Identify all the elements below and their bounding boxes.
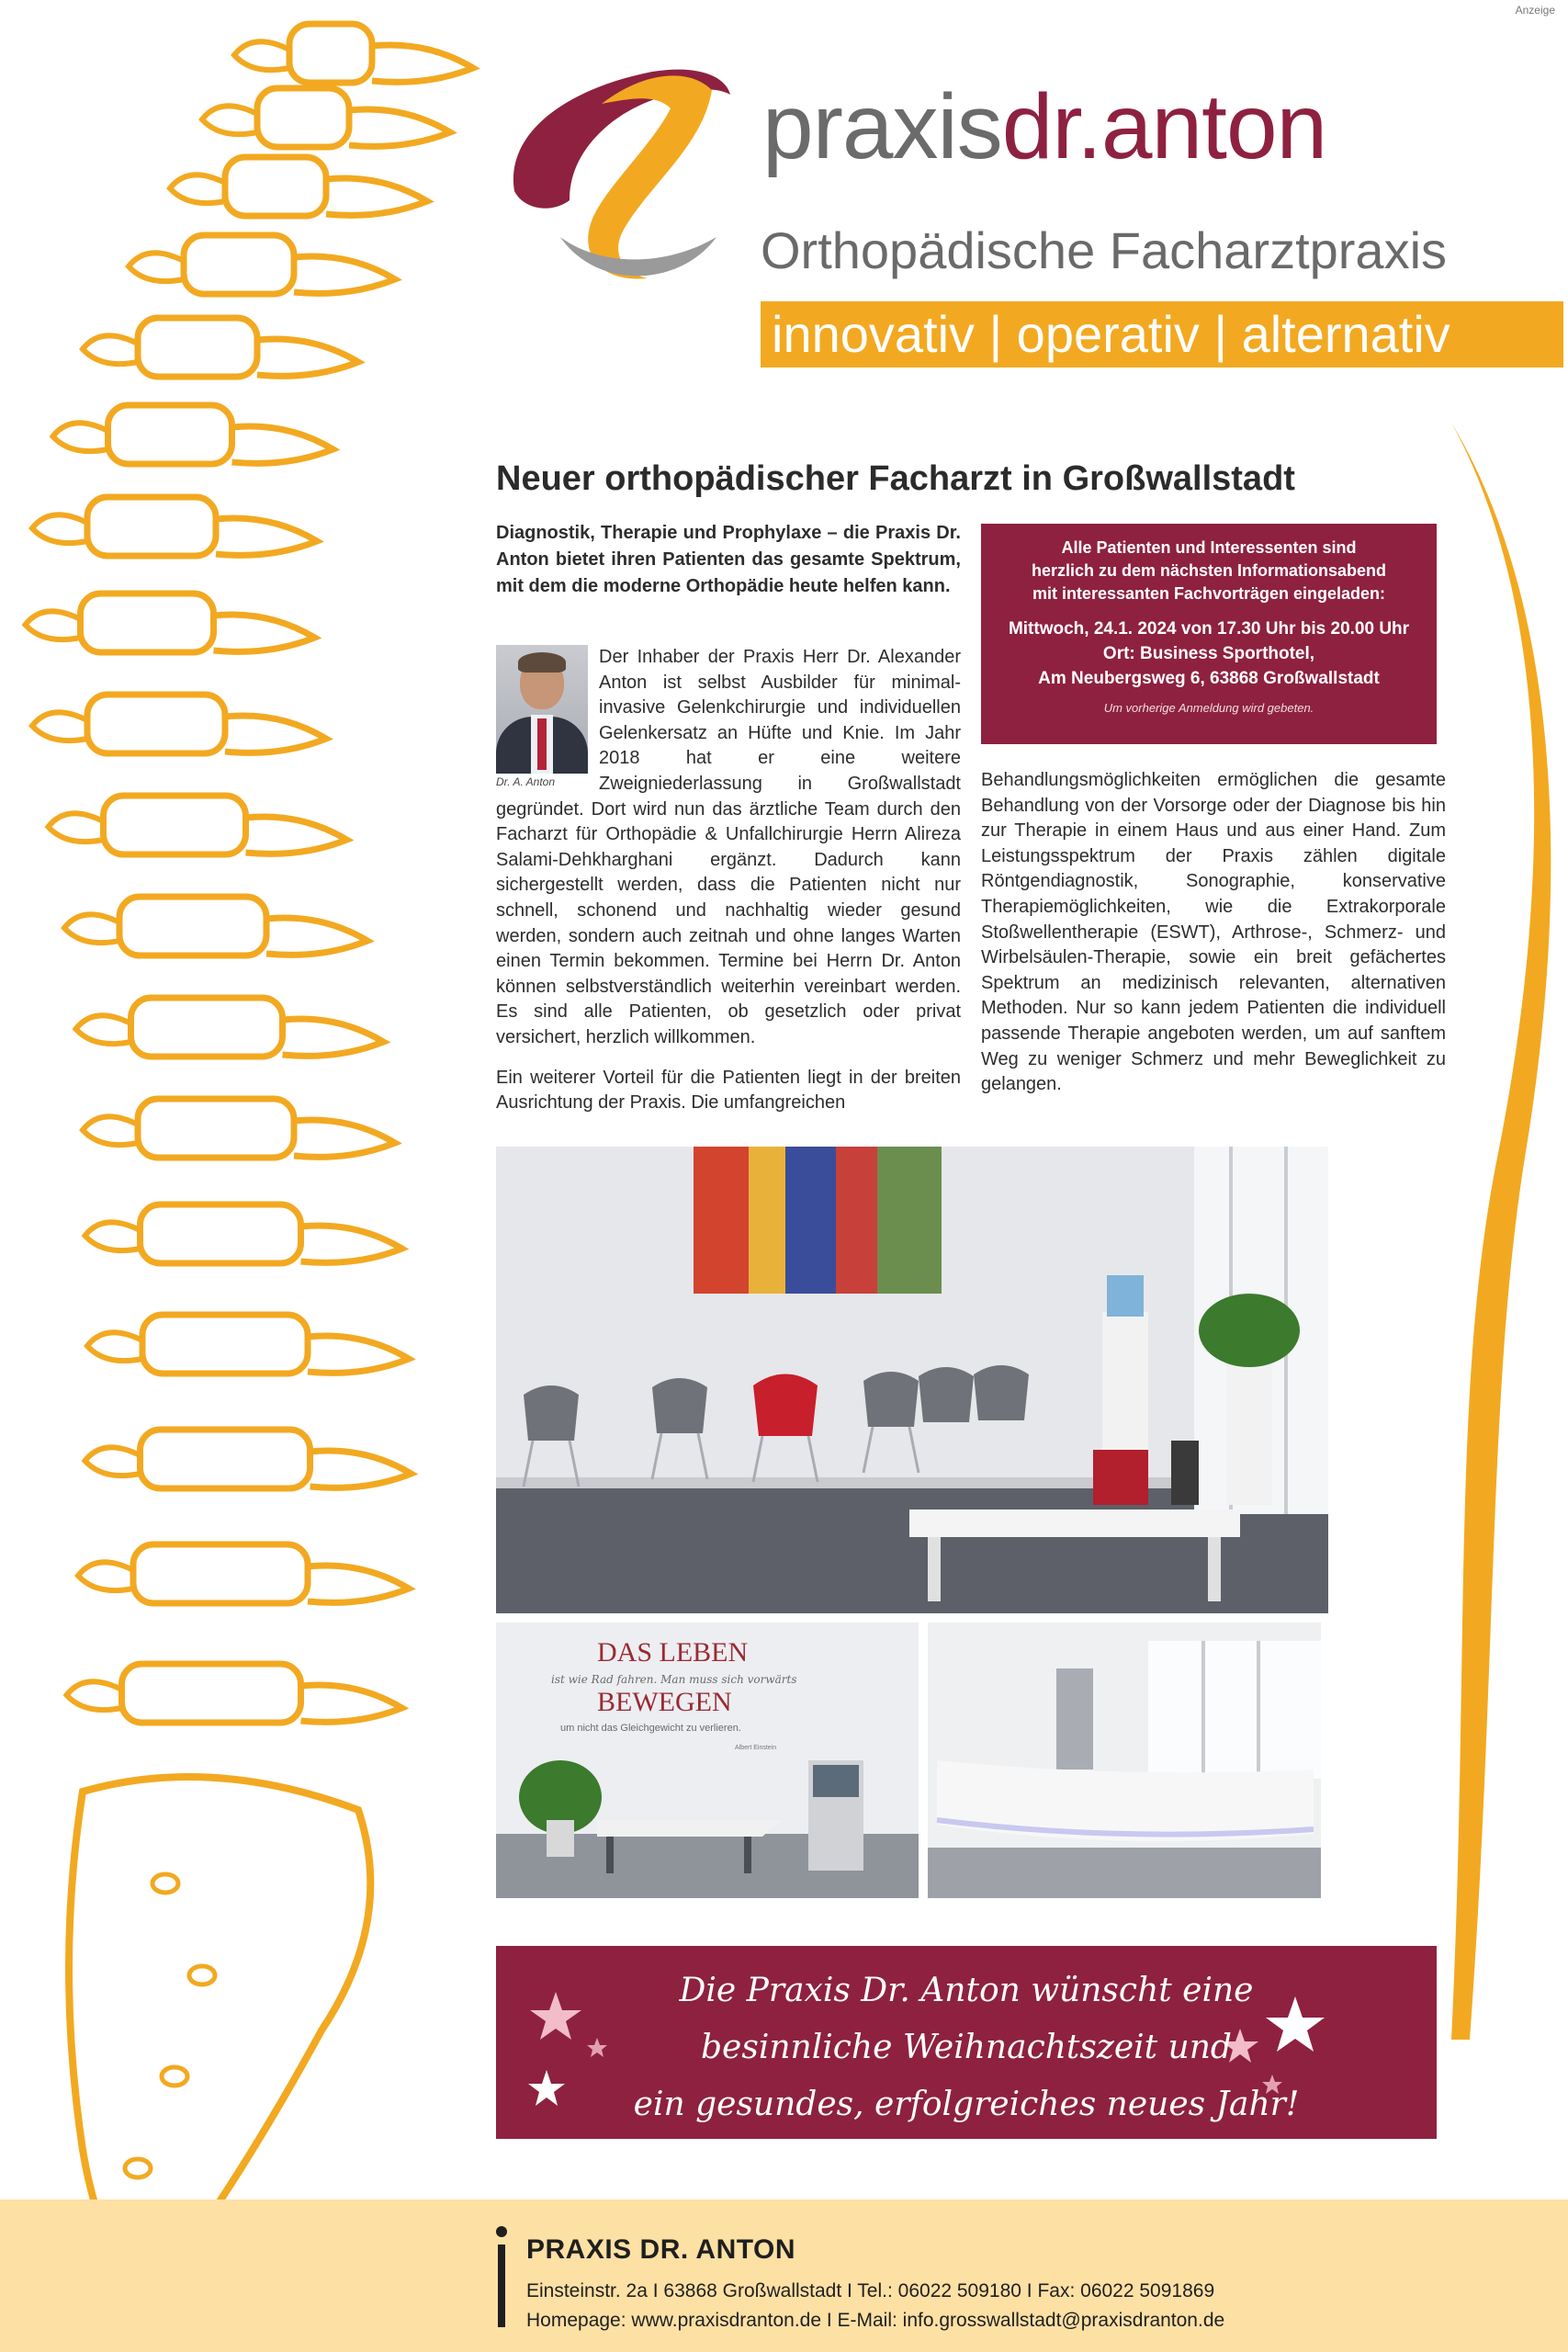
- article-column-left: [496, 645, 961, 1116]
- vertebra: [83, 1099, 395, 1158]
- orange-swoosh: [1433, 423, 1568, 2040]
- doctor-portrait: [496, 645, 588, 774]
- event-place: Ort: Business Sporthotel,: [1102, 644, 1315, 663]
- article-paragraph-2: Ein weiterer Vorteil für die Patienten liegt in der breiten Ausrichtung der Praxis. Die umfangreichen: [496, 1067, 961, 1114]
- waiting-room-photo: [496, 1147, 1328, 1613]
- wall-quote-line-2: ist wie Rad fahren. Man muss sich vorwärts: [551, 1673, 797, 1686]
- article-headline: Neuer orthopädischer Facharzt in Großwallstadt: [496, 459, 1295, 498]
- vertebra: [67, 1664, 402, 1723]
- vertebra: [87, 1315, 409, 1374]
- wall-quote-author: Albert Einstein: [735, 1745, 777, 1751]
- vertebra: [26, 594, 315, 652]
- sacral-foramen: [162, 2067, 187, 2086]
- vertebra: [202, 88, 450, 147]
- vertebra: [78, 1544, 409, 1603]
- greeting-line-3: ein gesundes, erfolgreiches neues Jahr!: [633, 2086, 1300, 2123]
- greeting-text: [496, 1962, 1437, 2133]
- vertebra: [32, 497, 317, 556]
- sacral-foramen: [125, 2159, 151, 2177]
- greeting-line-2: besinnliche Weihnachtszeit und: [701, 2029, 1232, 2066]
- footer-address: Einsteinstr. 2a I 63868 Großwallstadt I Tel.: 06022 509180 I Fax: 06022 5091869: [526, 2280, 1215, 2301]
- vertebra: [85, 1430, 412, 1488]
- vertebra: [170, 157, 427, 216]
- brand-name: [762, 75, 1327, 178]
- vertebra: [85, 1204, 402, 1263]
- event-address: Am Neubergsweg 6, 63868 Großwallstadt: [1038, 669, 1380, 688]
- footer-web-email: Homepage: www.praxisdranton.de I E-Mail: info.grosswallstadt@praxisdranton.de: [526, 2310, 1225, 2331]
- holiday-greeting-banner: [496, 1946, 1437, 2139]
- vertebra: [83, 318, 358, 377]
- article-paragraph-3: Behandlungsmöglichkeiten ermöglichen die gesamte Behandlung von der Vorsorge oder der Diagnose bis hin zur Therapie in einem Haus und aus einer Hand. Zum Leistungsspektrum der Praxis zählen digitale Röntgendiagnostik, Sonographie, konservative Therapiemöglichkeiten, wie die Extrakorporale Stoßwellentherapie (ESWT), Arthrose-, Schmerz- und Wirbelsäulen-Therapie, sowie ein breit gefächertes Spektrum an medizinisch relevanten, alternativen Methoden. Nur so kann jedem Patienten die individuell passende Therapie angeboten werden, um auf sanftem Weg zu weniger Schmerz und mehr Beweglichkeit zu gelangen.: [981, 770, 1446, 1095]
- info-line-1: Alle Patienten und Interessenten sind: [1061, 538, 1357, 557]
- spine-illustration: [0, 0, 514, 2352]
- praxis-logo-icon: [496, 53, 744, 292]
- reception-photo: [928, 1623, 1321, 1898]
- event-date: Mittwoch, 24.1. 2024 von 17.30 Uhr bis 20.00 Uhr: [1008, 619, 1410, 639]
- info-line-2: herzlich zu dem nächsten Informationsabend: [1031, 561, 1387, 580]
- event-info-box: [981, 524, 1437, 744]
- info-i-icon: [496, 2226, 507, 2327]
- sacral-foramen: [152, 1874, 178, 1893]
- vertebra: [32, 695, 326, 753]
- vertebra: [76, 998, 384, 1057]
- article-intro: Diagnostik, Therapie und Prophylaxe – die Praxis Dr. Anton bietet ihren Patienten das gesamte Spektrum, mit dem die moderne Orthopädie heute helfen kann.: [496, 523, 961, 596]
- vertebra: [64, 897, 367, 956]
- vertebra: [53, 405, 333, 464]
- brand-part-praxis: praxis: [762, 75, 1002, 178]
- treatment-room-photo: [496, 1623, 919, 1898]
- sacral-foramen: [189, 1966, 215, 1984]
- info-line-3: mit interessanten Fachvorträgen eingeladen:: [1032, 584, 1386, 603]
- registration-note: Um vorherige Anmeldung wird gebeten.: [1103, 701, 1314, 715]
- wall-quote-title-1: DAS LEBEN: [597, 1637, 749, 1668]
- wall-quote-title-2: BEWEGEN: [597, 1687, 732, 1717]
- ad-label: Anzeige: [1515, 4, 1555, 17]
- article-column-right: [981, 768, 1446, 1098]
- wall-quote-line-4: um nicht das Gleichgewicht zu verlieren.: [560, 1723, 741, 1734]
- brand-part-dr-anton: dr.anton: [1001, 75, 1327, 178]
- portrait-block: [496, 645, 588, 790]
- portrait-caption: Dr. A. Anton: [496, 775, 556, 788]
- brand-subtitle: Orthopädische Facharztpraxis: [761, 221, 1448, 279]
- vertebra: [129, 235, 395, 294]
- footer-title: PRAXIS DR. ANTON: [526, 2234, 796, 2265]
- vertebra: [49, 796, 347, 854]
- greeting-line-1: Die Praxis Dr. Anton wünscht eine: [679, 1972, 1254, 2009]
- slogan-bar: innovativ | operativ | alternativ: [761, 301, 1563, 368]
- article-paragraph-1: Der Inhaber der Praxis Herr Dr. Alexander Anton ist selbst Ausbilder für minimal-invasive Gelenkchirurgie und individuellen Gelenkersatz an Hüfte und Knie. Im Jahr 2018 hat er eine weitere Zweigniederlassung in Großwallstadt gegründet. Dort wird nun das ärztliche Team durch den Facharzt für Orthopädie & Unfallchirurgie Herrn Alireza Salami-Dehkharghani ergänzt. Dadurch kann sichergestellt werden, dass die Patienten nicht nur schnell, schonend und nachhaltig wieder gesund werden, sondern auch zeitnah und ohne langes Warten einen Termin bekommen. Termine bei Herrn Dr. Anton können selbstverständlich weiterhin vereinbart werden. Es sind alle Patienten, ob gesetzlich oder privat versichert, herzlich willkommen.: [496, 647, 961, 1047]
- vertebra: [234, 24, 473, 83]
